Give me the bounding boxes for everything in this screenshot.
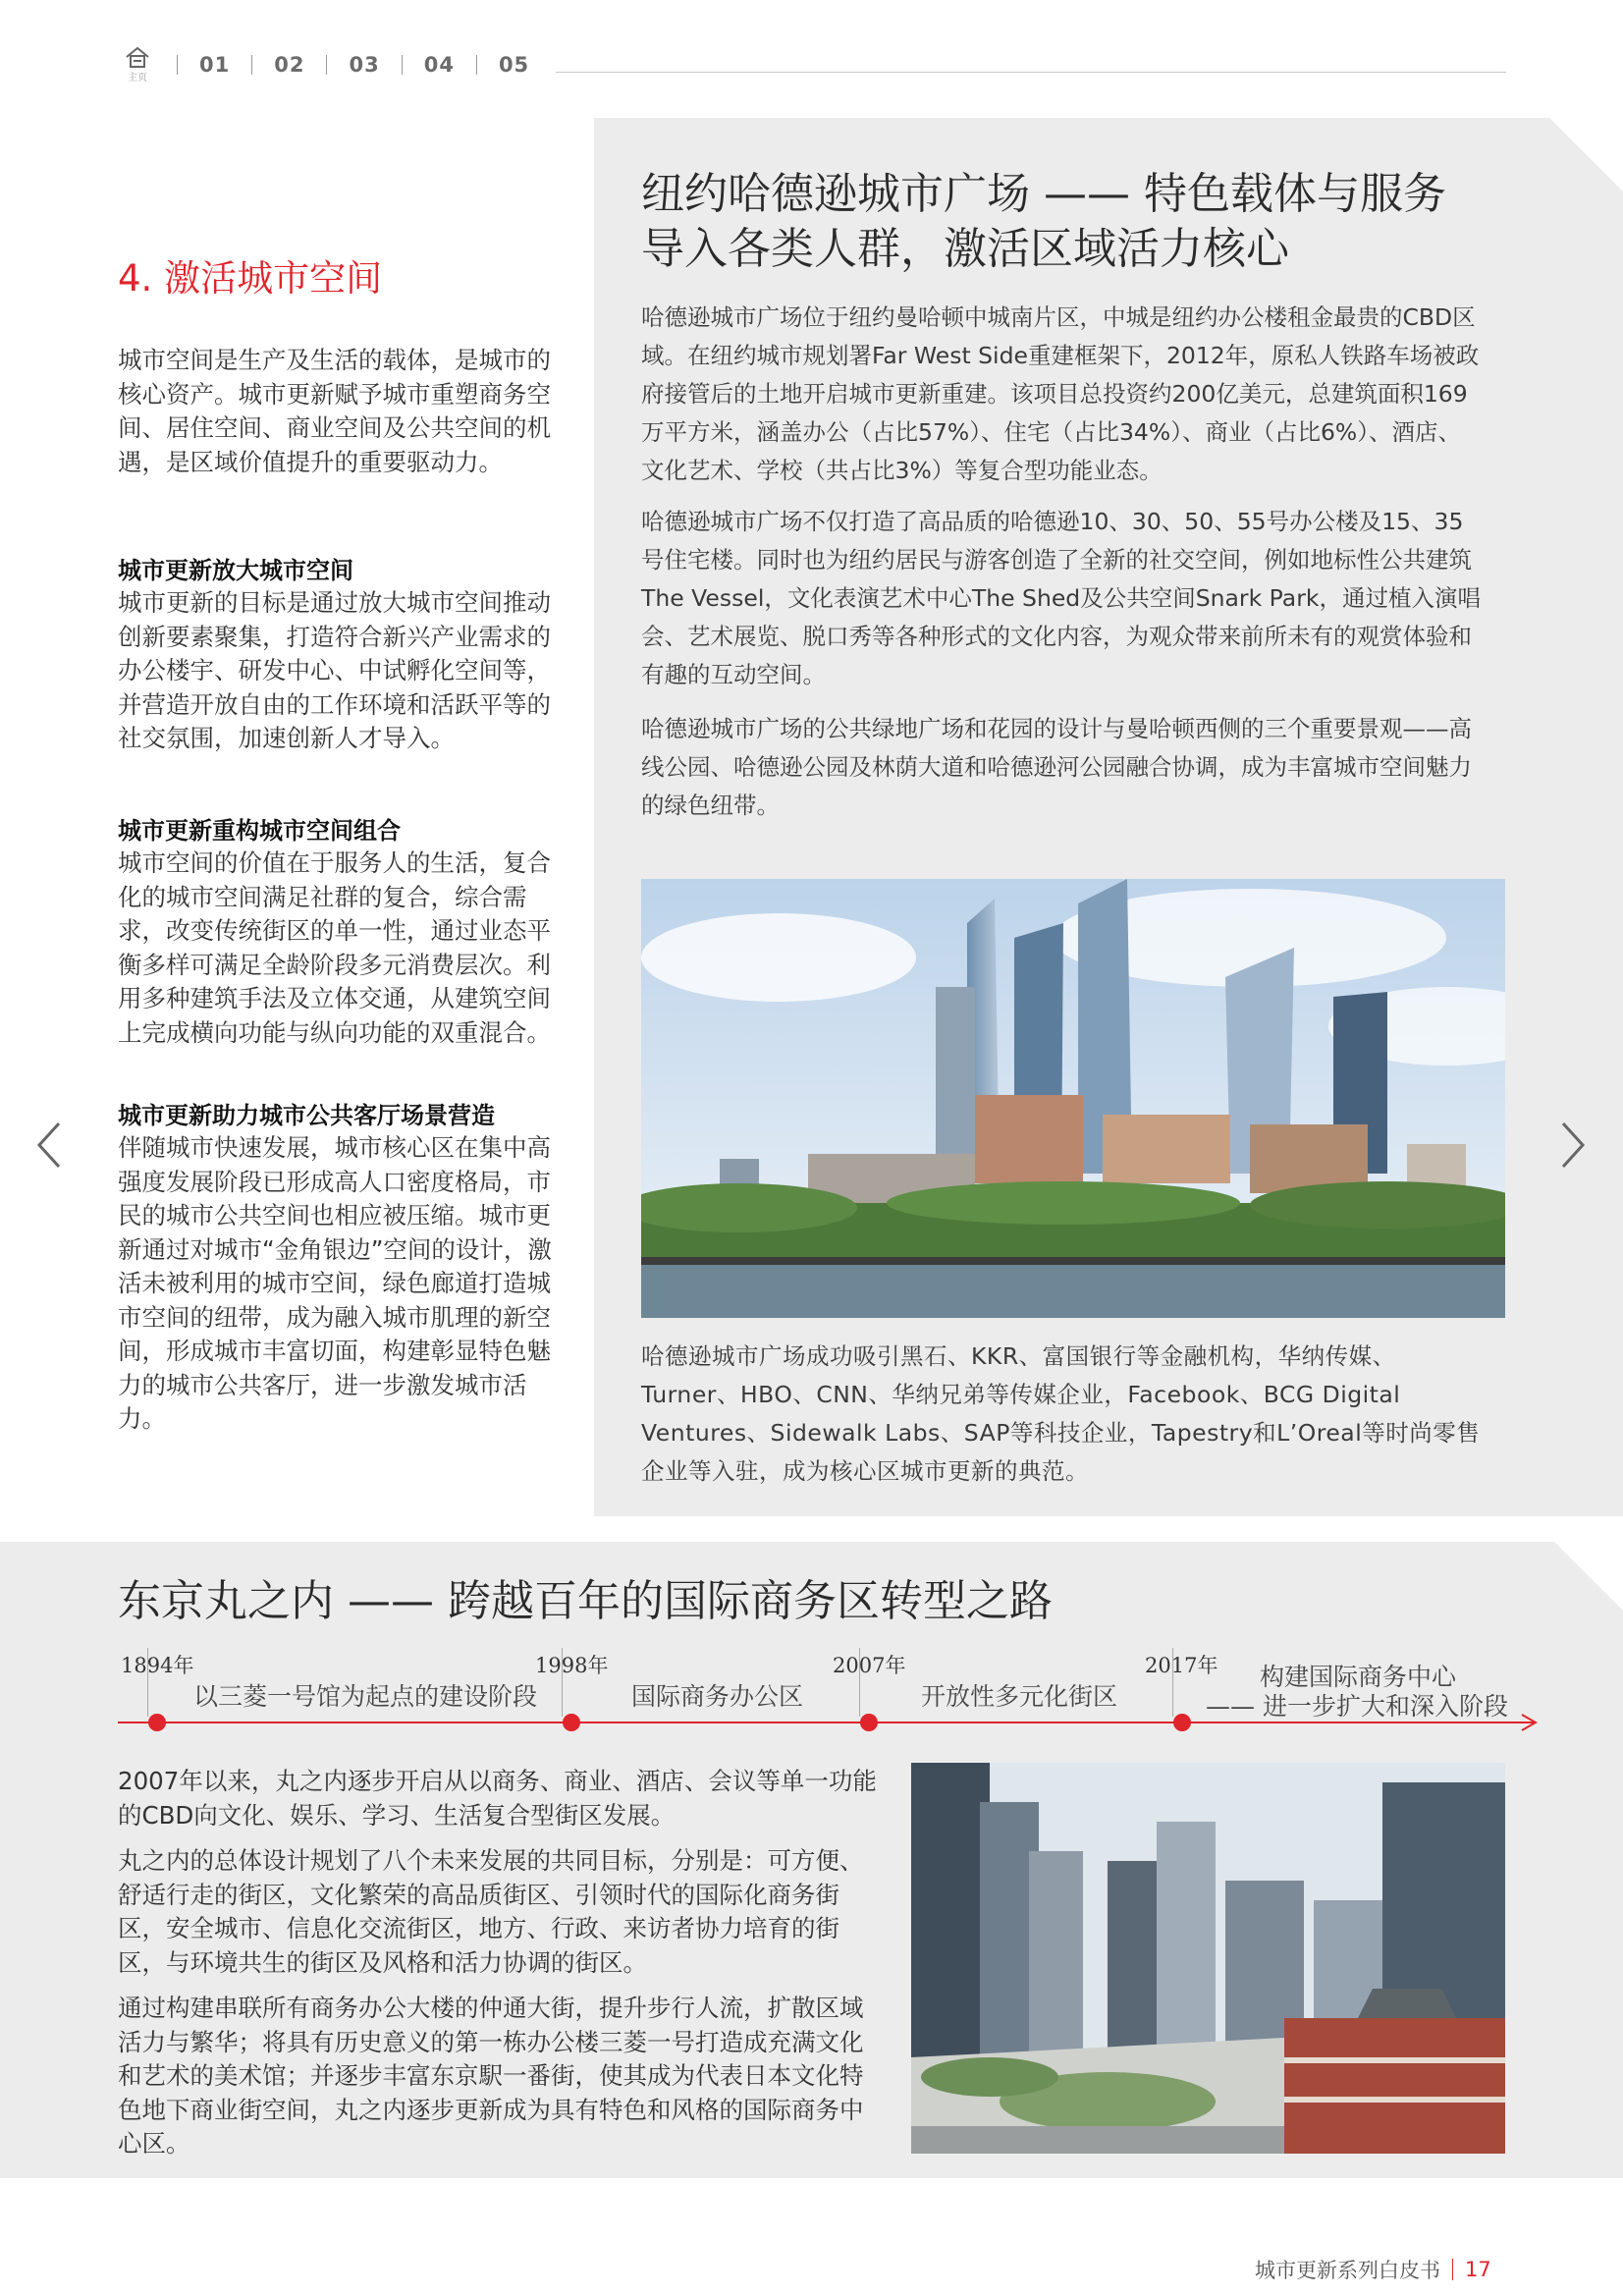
subsection-title: 城市更新放大城市空间 — [118, 557, 353, 584]
subsection-body: 伴随城市快速发展，城市核心区在集中高强度发展阶段已形成高人口密度格局，市民的城市公共空间也相应被压缩。城市更新通过对城市“金角银边”空间的设计，激活未被利用的城市空间，绿色廊道打造城市空间的纽带，成为融入城市肌理的新空间，形成城市丰富切面，构建彰显特色魅力的城市公共客厅，进一步激发城市活力。 — [118, 1133, 552, 1433]
footer-divider — [1452, 2259, 1453, 2280]
publication-title: 城市更新系列白皮书 — [1255, 2259, 1440, 2282]
timeline-dot — [148, 1714, 166, 1731]
timeline-dot — [563, 1714, 580, 1731]
next-page-button[interactable] — [1559, 1120, 1587, 1180]
home-button[interactable] — [120, 46, 155, 83]
home-label: 主页 — [128, 73, 147, 83]
nav-divider — [326, 55, 327, 75]
nav-divider — [251, 55, 252, 75]
page-number: 17 — [1465, 2258, 1491, 2281]
nav-divider — [402, 55, 403, 75]
case2-paragraph-2: 丸之内的总体设计规划了八个未来发展的共同目标，分别是：可方便、舒适行走的街区，文化繁荣的高品质街区、引领时代的国际化商务街区，安全城市、信息化交流街区，地方、行政、来访者协力培育的街区，与环境共生的街区及风格和活力协调的街区。 — [118, 1846, 864, 1977]
subsection-title: 城市更新助力城市公共客厅场景营造 — [118, 1102, 495, 1129]
timeline-year: 1998年 — [535, 1654, 609, 1677]
subsection-title: 城市更新重构城市空间组合 — [118, 817, 401, 845]
nav-divider — [177, 55, 178, 75]
prev-page-button[interactable] — [35, 1120, 63, 1180]
timeline-year: 2007年 — [833, 1654, 906, 1677]
chevron-right-icon — [1559, 1120, 1587, 1171]
timeline-label: 开放性多元化街区 — [921, 1682, 1118, 1711]
nav-item-05[interactable]: 05 — [498, 53, 530, 77]
top-nav — [120, 43, 529, 86]
timeline-label: —— 进一步扩大和深入阶段 — [1206, 1692, 1508, 1721]
marunouchi-photo — [911, 1763, 1505, 2154]
case2-paragraph-1: 2007年以来，丸之内逐步开启从以商务、商业、酒店、会议等单一功能的CBD向文化、娱乐、学习、生活复合型街区发展。 — [118, 1767, 877, 1830]
timeline-year: 2017年 — [1145, 1654, 1218, 1677]
nav-item-01[interactable]: 01 — [199, 53, 231, 77]
subsection-body: 城市更新的目标是通过放大城市空间推动创新要素聚集，打造符合新兴产业需求的办公楼宇、研发中心、中试孵化空间等，并营造开放自由的工作环境和活跃平等的社交氛围，加速创新人才导入。 — [118, 588, 551, 752]
nav-item-03[interactable]: 03 — [349, 53, 380, 77]
subsection-public-living-room — [118, 1100, 558, 1437]
case1-title: 纽约哈德逊城市广场 —— 特色载体与服务导入各类人群，激活区域活力核心 — [641, 169, 1446, 274]
timeline-label: 国际商务办公区 — [631, 1682, 804, 1711]
subsection-body: 城市空间的价值在于服务人的生活，复合化的城市空间满足社群的复合，综合需求，改变传统街区的单一性，通过业态平衡多样可满足全龄阶段多元消费层次。利用多种建筑手法及立体交通，从建筑空间上完成横向功能与纵向功能的双重混合。 — [118, 848, 551, 1047]
subsection-expand — [118, 555, 558, 756]
nav-rule — [556, 72, 1506, 73]
nav-divider — [476, 55, 477, 75]
timeline-arrow-icon — [1520, 1713, 1538, 1732]
chevron-left-icon — [35, 1120, 63, 1171]
home-icon — [125, 46, 150, 68]
section-heading: 4. 激活城市空间 — [118, 257, 383, 300]
case1-paragraph-1: 哈德逊城市广场位于纽约曼哈顿中城南片区，中城是纽约办公楼租金最贵的CBD区域。在纽约城市规划署Far West Side重建框架下，2012年，原私人铁路车场被政府接管后的土地开启城市更新重建。该项目总投资约200亿美元，总建筑面积169万平方米，涵盖办公（占比57%）、住宅（占比34%）、商业（占比6%）、酒店、文化艺术、学校（共占比3%）等复合型功能业态。 — [641, 303, 1480, 484]
intro-paragraph: 城市空间是生产及生活的载体，是城市的核心资产。城市更新赋予城市重塑商务空间、居住空间、商业空间及公共空间的机遇，是区域价值提升的重要驱动力。 — [118, 346, 551, 476]
timeline-dot — [1173, 1714, 1191, 1731]
subsection-reconstruct — [118, 815, 558, 1050]
case1-caption: 哈德逊城市广场成功吸引黑石、KKR、富国银行等金融机构，华纳传媒、Turner、HBO、CNN、华纳兄弟等传媒企业，Facebook、BCG Digital Ventures、Sidewalk Labs、SAP等科技企业，Tapestry和L’Oreal等时尚零售企业等入驻，成为核心区城市更新的典范。 — [641, 1342, 1481, 1485]
page-footer — [1255, 2255, 1491, 2284]
case2-paragraph-3: 通过构建串联所有商务办公大楼的仲通大街，提升步行人流，扩散区域活力与繁华；将具有历史意义的第一栋办公楼三菱一号打造成充满文化和艺术的美术馆；并逐步丰富东京駅一番街，使其成为代表日本文化特色地下商业街空间，丸之内逐步更新成为具有特色和风格的国际商务中心区。 — [118, 1994, 864, 2158]
timeline-label: 构建国际商务中心 — [1260, 1663, 1457, 1691]
case1-paragraph-3: 哈德逊城市广场的公共绿地广场和花园的设计与曼哈顿西侧的三个重要景观——高线公园、哈德逊公园及林荫大道和哈德逊河公园融合协调，成为丰富城市空间魅力的绿色纽带。 — [641, 715, 1472, 819]
case2-title: 东京丸之内 —— 跨越百年的国际商务区转型之路 — [118, 1576, 1053, 1626]
hudson-yards-photo — [641, 879, 1505, 1318]
nav-item-04[interactable]: 04 — [423, 53, 455, 77]
timeline-dot — [860, 1714, 878, 1731]
timeline-label: 以三菱一号馆为起点的建设阶段 — [193, 1682, 538, 1711]
timeline-year: 1894年 — [121, 1654, 194, 1677]
case1-paragraph-2: 哈德逊城市广场不仅打造了高品质的哈德逊10、30、50、55号办公楼及15、35号住宅楼。同时也为纽约居民与游客创造了全新的社交空间，例如地标性公共建筑The Vessel，文化表演艺术中心The Shed及公共空间Snark Park，通过植入演唱会、艺术展览、脱口秀等各种形式的文化内容，为观众带来前所未有的观赏体验和有趣的互动空间。 — [641, 508, 1481, 688]
nav-item-02[interactable]: 02 — [274, 53, 305, 77]
